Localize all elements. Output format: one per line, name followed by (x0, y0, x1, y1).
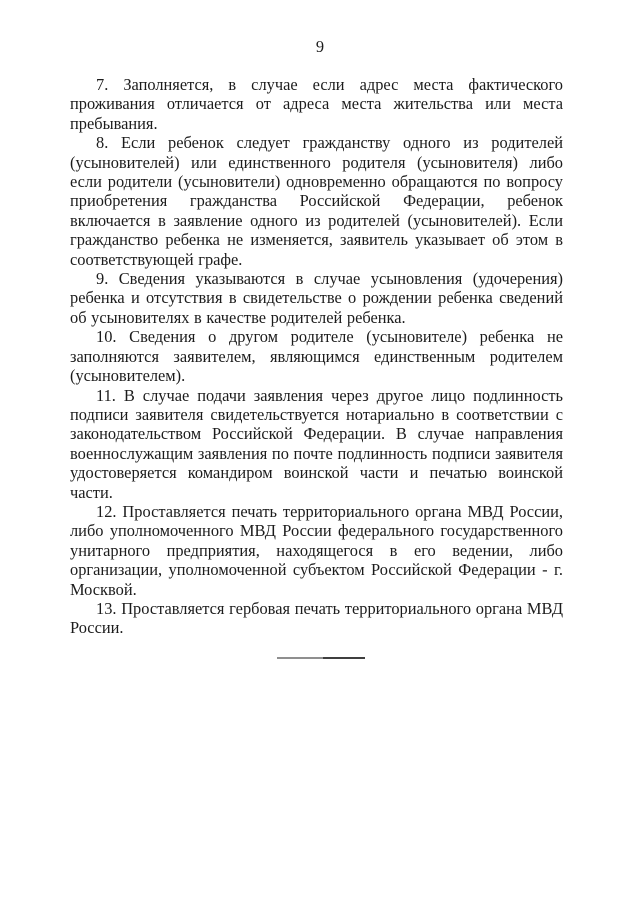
document-body (70, 75, 563, 638)
footnote-paragraph-11: 11. В случае подачи заявления через другое лицо подлинность подписи заявителя свидетельствуется нотариально в соответствии с законодательством Российской Федерации. В случае направления военнослужащим заявления по почте подлинность подписи заявителя удостоверяется командиром воинской части и печатью воинской части. (70, 385, 563, 502)
page-number: 9 (315, 37, 325, 56)
footnote-paragraph-8: 8. Если ребенок следует гражданству одного из родителей (усыновителей) или единственного родителя (усыновителя) либо если родители (усыновители) одновременно обращаются по вопросу приобретения гражданства Российской Федерации, ребенок включается в заявление одного из родителей (усыновителей). Если гражданство ребенка не изменяется, заявитель указывает об этом в соответствующей графе. (70, 133, 563, 269)
footnote-paragraph-7: 7. Заполняется, в случае если адрес места фактического проживания отличается от адреса места жительства или места пребывания. (70, 75, 563, 133)
footnote-paragraph-9: 9. Сведения указываются в случае усыновления (удочерения) ребенка и отсутствия в свидетельстве о рождении ребенка сведений об усыновителях в качестве родителей ребенка. (70, 269, 563, 327)
closing-separator-line (277, 657, 365, 659)
footnote-paragraph-13: 13. Проставляется гербовая печать территориального органа МВД России. (70, 598, 563, 638)
footnote-paragraph-10: 10. Сведения о другом родителе (усыновителе) ребенка не заполняются заявителем, являющимся единственным родителем (усыновителем). (70, 327, 563, 386)
footnote-paragraph-12: 12. Проставляется печать территориального органа МВД России, либо уполномоченного МВД России федерального государственного унитарного предприятия, находящегося в его ведении, либо организации, уполномоченной субъектом Российской Федерации - г. Москвой. (70, 501, 563, 599)
